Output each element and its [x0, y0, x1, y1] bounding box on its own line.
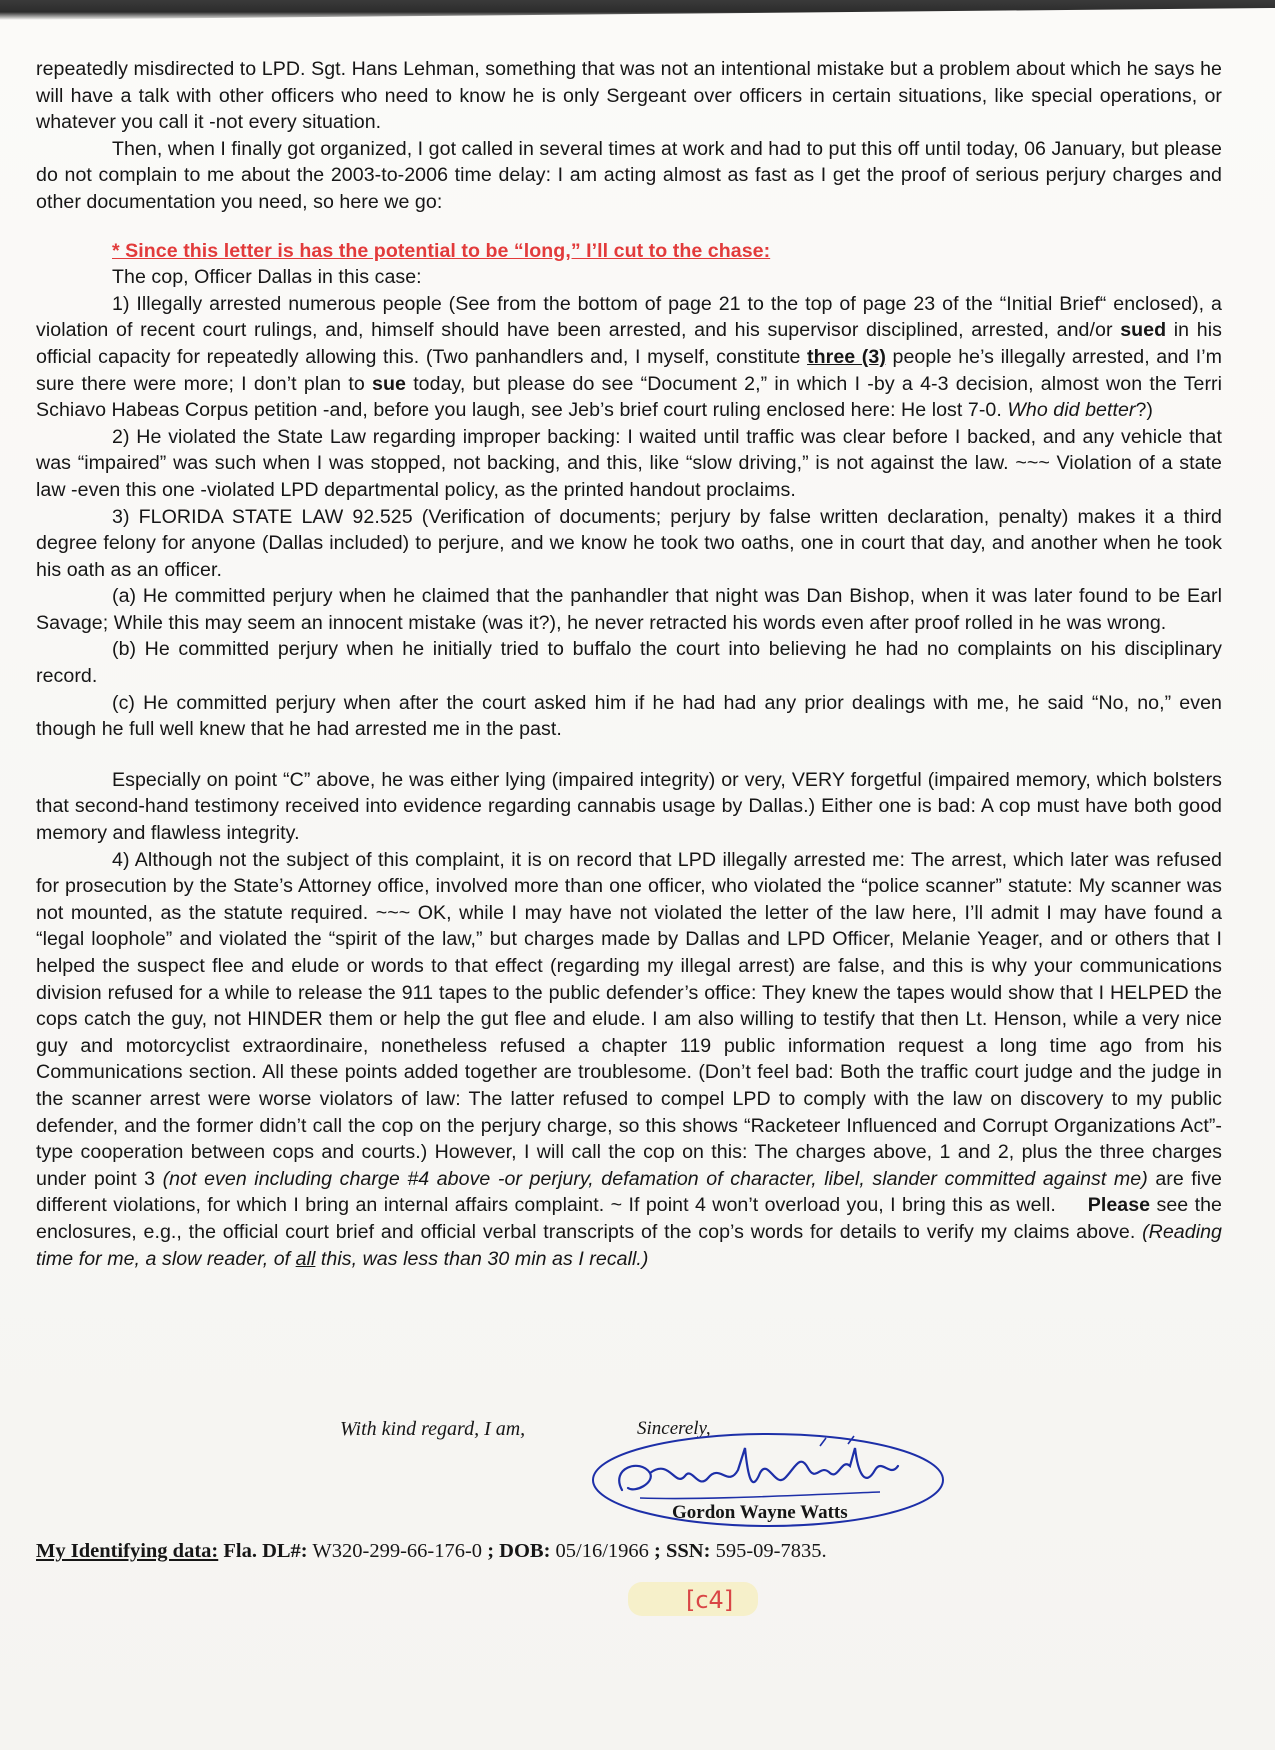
point-3a: (a) He committed perjury when he claimed that the panhandler that night was Dan Bishop, when it was later found to be Earl Savage; While this may seem an innocent mistake (was it?), he never retracted his words even after proof rolled in he was wrong.: [36, 585, 1222, 634]
reading-time: (Reading time for me, a slow reader, of all this, was less than 30 min as I recall.): [36, 1220, 1222, 1270]
letter-body: [36, 56, 1222, 1272]
emphasis-sue: sue: [372, 372, 406, 395]
point-3: 3) FLORIDA STATE LAW 92.525 (Verification of documents; perjury by false written declaration, penalty) makes it a third degree felony for anyone (Dallas included) to perjure, and we know he took two oaths, one in court that day, and another when he took his oath as an officer.: [36, 505, 1222, 581]
id-label: My Identifying data:: [36, 1540, 219, 1562]
dl-value: W320-299-66-176-0: [312, 1540, 483, 1562]
point-3b: (b) He committed perjury when he initially tried to buffalo the court into believing he had no complaints on his disciplinary record.: [36, 638, 1222, 688]
dob-label: DOB:: [499, 1540, 551, 1562]
emphasis-sued: sued: [1120, 319, 1167, 342]
page-stamp: [c4]: [686, 1586, 734, 1614]
dl-label: Fla. DL#:: [223, 1540, 308, 1562]
printed-name: Gordon Wayne Watts: [672, 1502, 848, 1523]
identifying-data: My Identifying data: Fla. DL#: W320-299-66-176-0 ; DOB: 05/16/1966 ; SSN: 595-09-7835.: [36, 1540, 827, 1562]
dob-value: 05/16/1966: [555, 1540, 649, 1562]
closing-sincerely: Sincerely,: [637, 1418, 711, 1439]
ssn-value: 595-09-7835.: [715, 1540, 827, 1562]
please-word: Please: [1087, 1194, 1151, 1217]
cop-intro: The cop, Officer Dallas in this case:: [112, 266, 422, 289]
point-2: 2) He violated the State Law regarding improper backing: I waited until traffic was clear before I backed, and any vehicle that was “impaired” was such when I was stopped, not backing, and this, like “slow driving,” is not against the law. ~~~ Violation of a state law -even this one -violated LPD departmental policy, as the printed handout proclaims.: [36, 425, 1222, 501]
emphasis-all: all: [295, 1247, 316, 1270]
ssn-label: SSN:: [666, 1540, 711, 1562]
closing-regard: With kind regard, I am,: [340, 1418, 526, 1440]
section-heading: * Since this letter is has the potential to be “long,” I’ll cut to the chase:: [112, 239, 771, 262]
who-did-better: Who did better: [1007, 399, 1136, 422]
parenthetical-italic: (not even including charge #4 above -or perjury, defamation of character, libel, slander committed against me): [162, 1167, 1148, 1190]
point-3c: (c) He committed perjury when after the court asked him if he had had any prior dealings with me, he said “No, no,” even though he full well knew that he had arrested me in the past.: [36, 691, 1222, 741]
paragraph-point-c: Especially on point “C” above, he was either lying (impaired integrity) or very, VERY forgetful (impaired memory, which bolsters that second-hand testimony received into evidence regarding cannabis usage by Dallas.) Either one is bad: A cop must have both good memory and flawless integrity.: [36, 768, 1222, 845]
top-fold-edge: [0, 0, 1275, 20]
paragraph-continuation: repeatedly misdirected to LPD. Sgt. Hans Lehman, something that was not an intentional mistake but a problem about which he says he will have a talk with other officers who need to know he is only Sergeant over officers in certain situations, like special operations, or whatever you call it -not every situation.: [36, 58, 1222, 134]
point-4: 4) Although not the subject of this complaint, it is on record that LPD illegally arrested me: The arrest, which later was refused for prosecution by the State’s Attorney office, involved more than one officer, who violated the “police scanner” statute: My scanner was not mounted, as the statute required. ~~~ OK, while I may have not violated the letter of the law here, I’ll admit I may have found a “legal loophole” and violated the “spirit of the law,” but charges made by Dallas and LPD Officer, Melanie Yeager, and or others that I helped the suspect flee and elude or words to that effect (regarding my illegal arrest) are false, and this is why your communications division refused for a while to release the 911 tapes to the public defender’s office: They knew the tapes would show that I HELPED the cops catch the guy, not HINDER them or help the gut flee and elude. I am also willing to testify that then Lt. Henson, while a very nice guy and motorcyclist extraordinaire, nonetheless refused a chapter 119 public information request a long time ago from his Communications section. All these points added together are troublesome. (Don’t feel bad: Both the traffic court judge and the judge in the scanner arrest were worse violators of law: The latter refused to compel LPD to comply with the law on discovery to my public defender, and the former didn’t call the cop on the perjury charge, so this shows “Racketeer Influenced and Corrupt Organizations Act”-type cooperation between cops and courts.) However, I will call the cop on this: The charges above, 1 and 2, plus the three charges under point 3 (not even including charge #4 above -or perjury, defamation of character, libel, slander committed against me) are five different violations, for which I bring an internal affairs complaint. ~ If point 4 won’t overload you, I bring this as well. Please see the enclosures, e.g., the official court brief and official verbal transcripts of the cop’s words for details to verify my claims above. (Reading time for me, a slow reader, of all this, was less than 30 min as I recall.): [36, 848, 1222, 1270]
emphasis-three: three (3): [807, 345, 886, 368]
paragraph-gap: [36, 743, 1222, 767]
point-1: 1) Illegally arrested numerous people (See from the bottom of page 21 to the top of page 23 of the “Initial Brief“ enclosed), a violation of recent court rulings, and, himself should have been arrested, and his supervisor disciplined, arrested, and/or sued in his official capacity for repeatedly allowing this. (Two panhandlers and, I myself, constitute three (3) people he’s illegally arrested, and I’m sure there were more; I don’t plan to sue today, but please do see “Document 2,” in which I -by a 4-3 decision, almost won the Terri Schiavo Habeas Corpus petition -and, before you laugh, see Jeb’s brief court ruling enclosed here: He lost 7-0. Who did better?): [36, 292, 1222, 422]
paragraph-organized: Then, when I finally got organized, I got called in several times at work and had to put this off until today, 06 January, but please do not complain to me about the 2003-to-2006 time delay: I am acting almost as fast as I get the proof of serious perjury charges and other documentation you need, so here we go:: [36, 137, 1222, 213]
